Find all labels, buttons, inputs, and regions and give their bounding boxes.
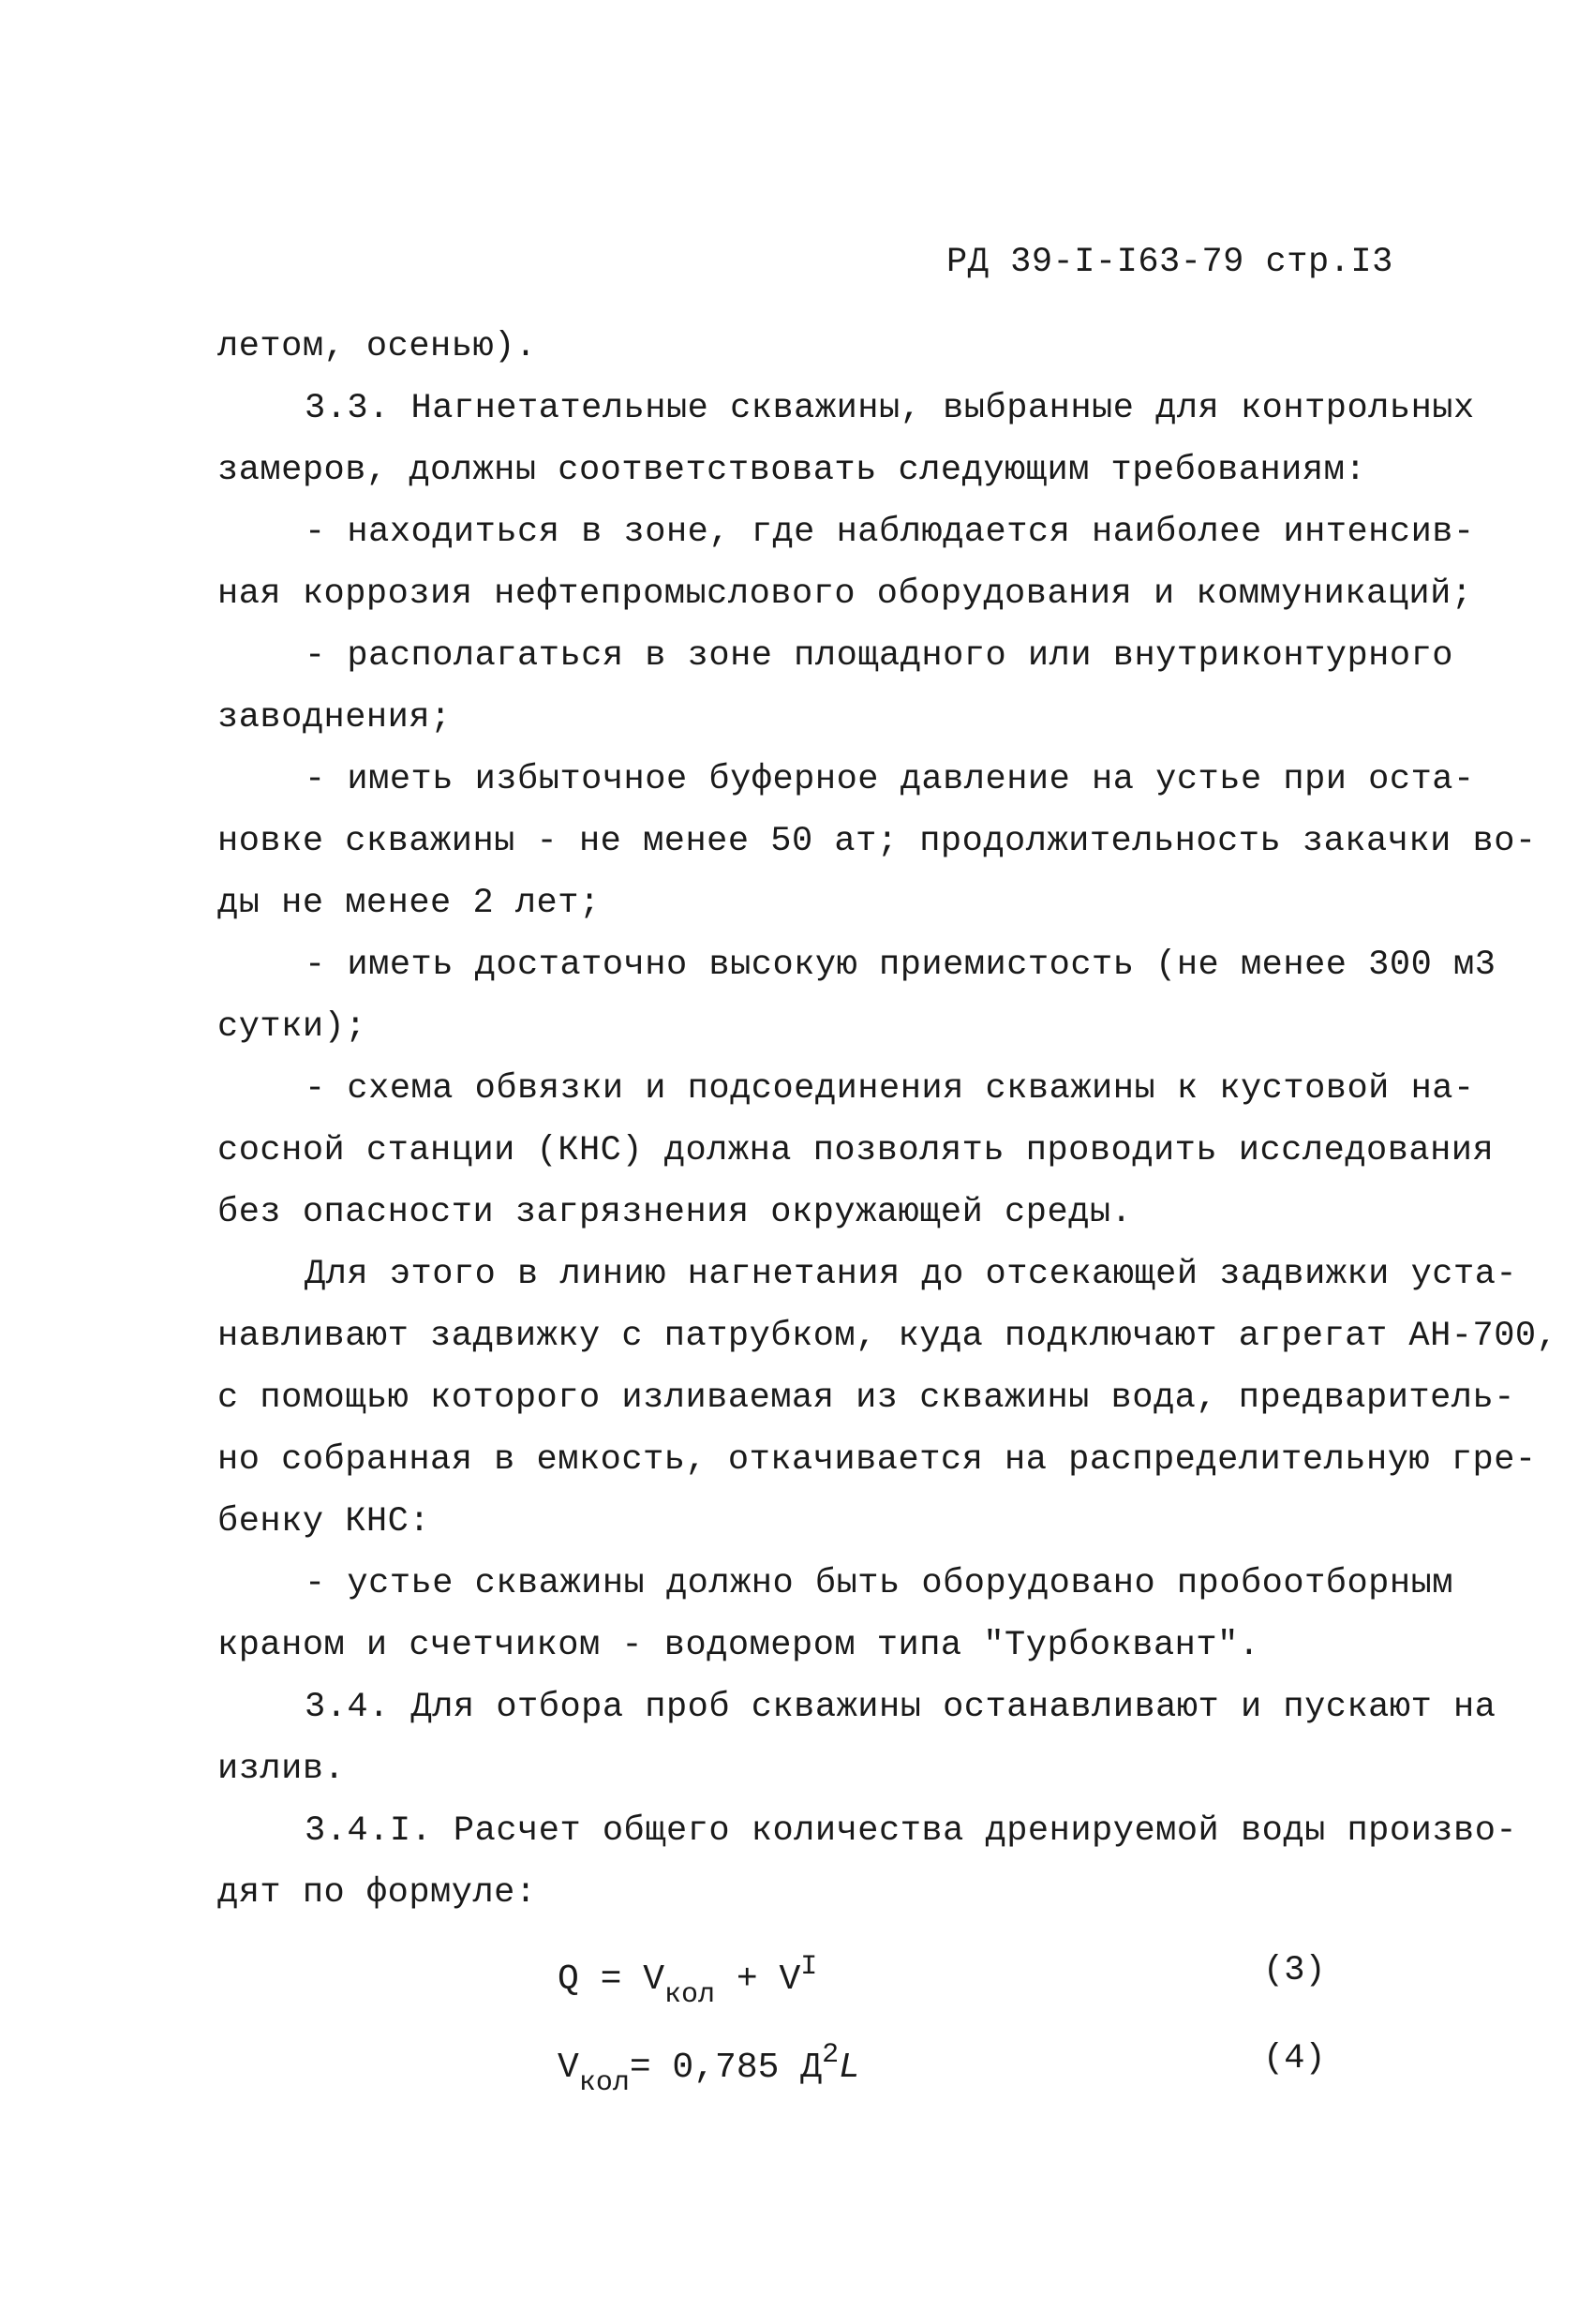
text-line: без опасности загрязнения окружающей среды. [217,1193,1133,1232]
page-header: РД 39-I-I63-79 стр.I3 [946,243,1393,282]
text-line: 3.3. Нагнетательные скважины, выбранные для контрольных [305,389,1475,428]
text-line: - иметь достаточно высокую приемистость (не менее 300 м3 [305,946,1496,985]
formula-3-subscript: кол [664,1979,716,2011]
text-line: Для этого в линию нагнетания до отсекающей задвижки уста- [305,1255,1518,1294]
text-line: краном и счетчиком - водомером типа "Турбоквант". [217,1626,1260,1665]
text-line: - располагаться в зоне площадного или внутриконтурного [305,636,1453,676]
formula-3-superscript: I [800,1951,818,1983]
formula-4-tail: L [839,2048,860,2088]
text-line: сутки); [217,1007,366,1047]
text-line: - устье скважины должно быть оборудовано пробоотборным [305,1564,1453,1603]
text-line: летом, осенью). [217,327,537,366]
text-line: сосной станции (КНС) должна позволять проводить исследования [217,1131,1495,1170]
text-line: навливают задвижку с патрубком, куда подключают агрегат АН-700, [217,1317,1558,1356]
text-line: 3.4.I. Расчет общего количества дренируемой воды произво- [305,1811,1518,1851]
text-line: замеров, должны соответствовать следующим требованиям: [217,451,1366,490]
text-line: ды не менее 2 лет; [217,884,601,923]
formula-4-mid: = 0,785 Д [629,2048,823,2088]
equation-number-3: (3) [1263,1951,1326,1990]
text-line: заводнения; [217,698,452,737]
text-line: излив. [217,1750,346,1789]
text-line: новке скважины - не менее 50 ат; продолжительность закачки во- [217,822,1537,861]
text-line: - иметь избыточное буферное давление на устье при оста- [305,760,1475,799]
formula-3-mid: + V [715,1959,801,2000]
text-line: дят по формуле: [217,1873,537,1913]
formula-3 [558,1951,817,2011]
formula-4 [558,2039,860,2099]
formula-4-subscript: кол [578,2067,630,2099]
text-line: - находиться в зоне, где наблюдается наиболее интенсив- [305,513,1475,552]
text-line: с помощью которого изливаемая из скважины вода, предваритель- [217,1378,1515,1418]
formula-4-lhs: V [558,2048,579,2088]
text-line: 3.4. Для отбора проб скважины останавливают и пускают на [305,1688,1496,1727]
text-line: бенку КНС: [217,1502,431,1542]
text-line: но собранная в емкость, откачивается на распределительную гре- [217,1440,1537,1480]
formula-4-superscript: 2 [822,2039,840,2071]
text-line: ная коррозия нефтепромыслового оборудования и коммуникаций; [217,574,1473,614]
text-line: - схема обвязки и подсоединения скважины к кустовой на- [305,1069,1475,1109]
equation-number-4: (4) [1263,2039,1326,2078]
formula-3-lhs: Q = V [558,1959,665,2000]
